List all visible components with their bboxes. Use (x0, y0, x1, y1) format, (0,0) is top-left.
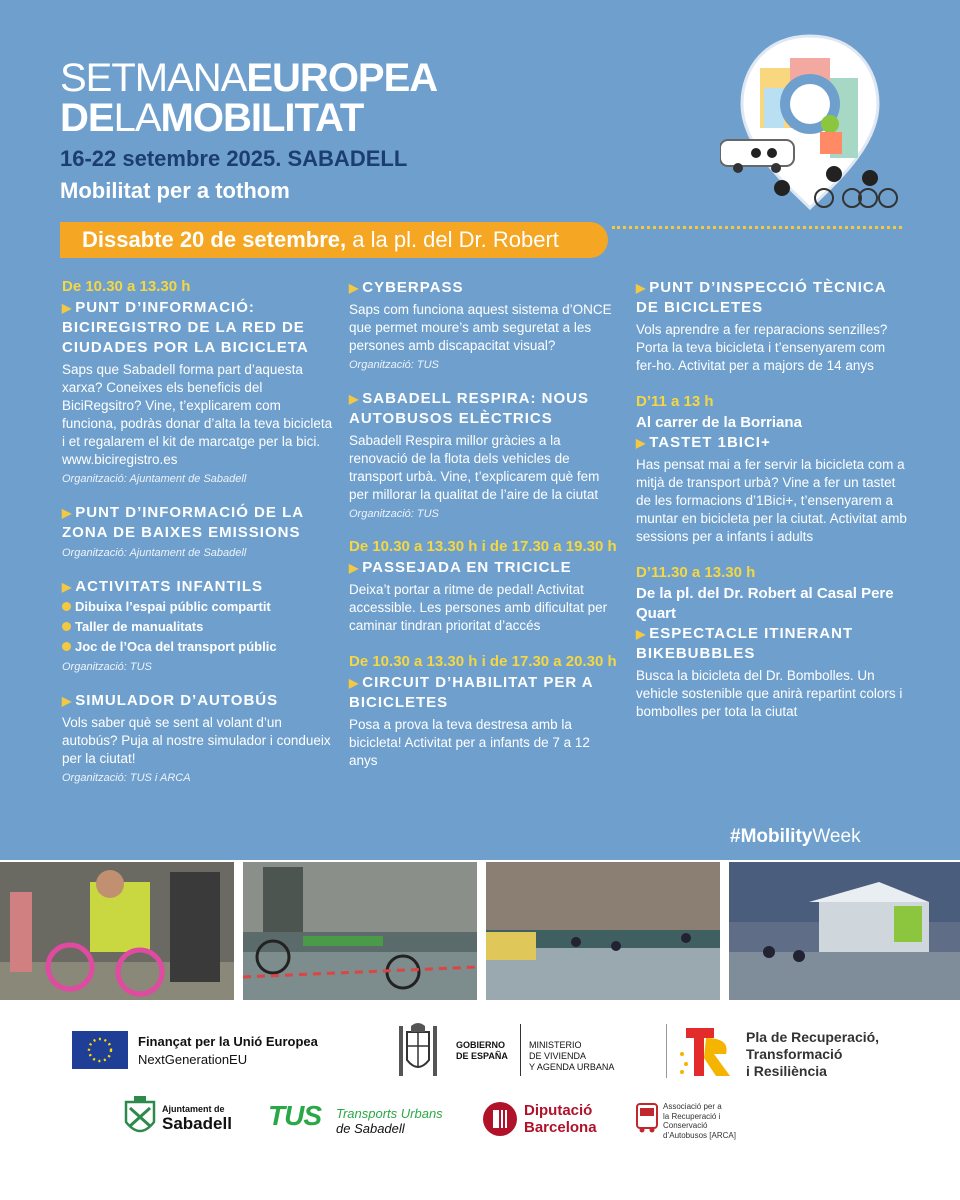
activity-location: De la pl. del Dr. Robert al Casal Pere Quart (636, 585, 894, 622)
activity-title-text: ACTIVITATS INFANTILS (75, 578, 264, 595)
hashtag (730, 826, 861, 848)
activity-bikebubbles (636, 564, 908, 721)
time-slot: D’11 a 13 h (636, 393, 714, 410)
list-item-text: Taller de manualitats (75, 619, 204, 634)
title-mobilitat: MOBILITAT (160, 96, 364, 140)
title-de: DE (60, 96, 114, 140)
diputacio-line-1: Diputació (524, 1102, 593, 1119)
triangle-icon: ▶ (636, 281, 646, 295)
banner-date: Dissabte 20 de setembre, (82, 227, 347, 252)
activity-title (636, 278, 908, 318)
prtr-line-1: Pla de Recuperació, (746, 1029, 880, 1045)
photo-strip (0, 862, 960, 1000)
photo-square-crowd (486, 862, 720, 1000)
title-line-1 (60, 58, 437, 98)
activity-title-text: CIRCUIT D’HABILITAT PER A BICICLETES (349, 674, 594, 711)
sabadell-line-1: Ajuntament de (162, 1104, 225, 1114)
activity-title (62, 577, 334, 597)
prtr-line-2: Transformació (746, 1046, 843, 1062)
eu-line-1: Finançat per la Unió Europea (138, 1034, 318, 1049)
activity-organizer: Organització: TUS (349, 508, 439, 520)
list-item (62, 637, 334, 657)
event-motto: Mobilitat per a tothom (60, 178, 290, 203)
activity-description: Saps com funciona aquest sistema d’ONCE que permet moure’s amb seguretat a les persones amb discapacitat visual? (349, 302, 612, 353)
activity-simulador (62, 691, 334, 784)
arca-line-2: la Recuperació i (663, 1111, 721, 1121)
title-setmana: SETMANA (60, 56, 247, 100)
activity-organizer: Organització: TUS (349, 359, 439, 371)
ministerio-line-2: DE VIVIENDA (529, 1051, 587, 1061)
spain-coat-of-arms (393, 1022, 443, 1085)
arca-text (663, 1102, 736, 1140)
tus-line-1: Transports Urbans (336, 1106, 443, 1121)
title-line-2 (60, 98, 363, 138)
prtr-line-3: i Resiliència (746, 1063, 827, 1079)
list-item-text: Dibuixa l’espai públic compartit (75, 599, 271, 614)
activity-title-text: TASTET 1BICI+ (649, 434, 771, 451)
tus-text (336, 1106, 443, 1136)
activity-sabadell-respira (349, 389, 621, 520)
photo-info-tents (729, 862, 960, 1000)
gobierno-text (456, 1040, 508, 1062)
eu-text (138, 1034, 318, 1067)
arca-logo (635, 1102, 659, 1139)
sabadell-logo (122, 1096, 158, 1145)
activity-title (349, 673, 621, 713)
bullet-icon (62, 642, 71, 651)
eu-line-2: NextGenerationEU (138, 1052, 248, 1067)
time-slot: De 10.30 a 13.30 h i de 17.30 a 19.30 h (349, 538, 617, 555)
activity-title-text: ESPECTACLE ITINERANT BIKEBUBBLES (636, 625, 854, 662)
program-column-1 (62, 278, 334, 802)
program-column-2 (349, 278, 621, 788)
diputacio-text (524, 1102, 597, 1136)
dotted-divider (612, 226, 902, 231)
activity-title (636, 433, 908, 453)
triangle-icon: ▶ (349, 392, 359, 406)
tus-mark: TUS (268, 1100, 321, 1131)
activity-infantils (62, 577, 334, 673)
title-la: LA (113, 96, 161, 140)
activity-title-text: PUNT D’INFORMACIÓ DE LA ZONA DE BAIXES EMISSIONS (62, 504, 304, 541)
prtr-divider (666, 1024, 667, 1078)
activity-biciregistro (62, 278, 334, 485)
activity-organizer: Organització: Ajuntament de Sabadell (62, 473, 247, 485)
activity-title (349, 389, 621, 429)
activity-title (349, 558, 621, 578)
photo-bike-circuit (243, 862, 477, 1000)
hashtag-bold: #Mobility (730, 826, 813, 847)
triangle-icon: ▶ (349, 561, 359, 575)
time-slot: De 10.30 a 13.30 h (62, 278, 191, 295)
triangle-icon: ▶ (62, 694, 72, 708)
activity-description: Sabadell Respira millor gràcies a la renovació de la flota dels vehicles de transport urbà. Vine, t’explicarem què fem per millorar la qualitat de l’aire de la ciutat (349, 433, 600, 502)
activity-organizer: Organització: TUS (62, 661, 152, 673)
activity-tricicle (349, 538, 621, 635)
list-item (62, 597, 334, 617)
triangle-icon: ▶ (636, 627, 646, 641)
list-item-text: Joc de l’Oca del transport públic (75, 639, 277, 654)
activity-title-text: PUNT D’INSPECCIÓ TÈCNICA DE BICICLETES (636, 279, 887, 316)
sabadell-shield-icon (122, 1096, 158, 1140)
event-dates: 16-22 setembre 2025. SABADELL (60, 146, 408, 171)
activity-description: Saps que Sabadell forma part d’aquesta xarxa? Coneixes els beneficis del BiciRegsitro? Vine, t’explicarem com funciona, podràs donar d’alta la teva bicicleta i et regalarem el kit de marcatge per la bici. www.biciregistro.es (62, 362, 333, 467)
activity-baixes-emissions (62, 503, 334, 559)
hashtag-thin: Week (812, 826, 861, 847)
triangle-icon: ▶ (62, 506, 72, 520)
activity-title-text: SABADELL RESPIRA: NOUS AUTOBUSOS ELÈCTRICS (349, 390, 589, 427)
location-pin-illustration (720, 28, 900, 213)
activity-title (62, 691, 334, 711)
activity-description: Busca la bicicleta del Dr. Bombolles. Un vehicle sostenible que anirà repartint colors i bombolles per tota la ciutat (636, 668, 903, 719)
arca-line-1: Associació per a (663, 1102, 722, 1111)
eu-logo (72, 1031, 128, 1074)
gobierno-line-1: GOBIERNO (456, 1040, 506, 1050)
activity-title-text: PUNT D’INFORMACIÓ: BICIREGISTRO DE LA RED DE CIUDADES POR LA BICICLETA (62, 299, 309, 356)
activity-inspeccio (636, 278, 908, 375)
tus-line-2: de Sabadell (336, 1121, 405, 1136)
activity-title-text: SIMULADOR D’AUTOBÚS (75, 692, 279, 709)
bus-icon (635, 1102, 659, 1134)
triangle-icon: ▶ (349, 281, 359, 295)
activity-description: Has pensat mai a fer servir la bicicleta com a mitjà de transport urbà? Vine a fer un tastet de les formacions d’1Bici+, t’ensenyarem a muntar en bicicleta per la ciutat. Activitat amb sessions per a infants i adults (636, 457, 907, 544)
eu-flag-icon (72, 1031, 128, 1069)
activity-organizer: Organització: TUS i ARCA (62, 772, 191, 784)
ministerio-line-3: Y AGENDA URBANA (529, 1062, 615, 1072)
logo-divider (520, 1024, 521, 1076)
activity-description: Vols saber què se sent al volant d’un autobús? Puja al nostre simulador i condueix per la ciutat! (62, 715, 331, 766)
sabadell-line-2: Sabadell (162, 1114, 232, 1133)
title-europea: EUROPEA (246, 56, 438, 100)
diputacio-emblem-icon (482, 1101, 518, 1137)
activity-description: Deixa’t portar a ritme de pedal! Activitat accessible. Les persones amb dificultat per caminar tindran prioritat d’accés (349, 582, 608, 633)
sabadell-text (162, 1104, 232, 1134)
photo-bike-repair (0, 862, 234, 1000)
activity-cyberpass (349, 278, 621, 371)
activity-description: Posa a prova la teva destresa amb la bicicleta! Activitat per a infants de 7 a 12 anys (349, 717, 590, 768)
activity-location: Al carrer de la Borriana (636, 414, 802, 431)
time-slot: De 10.30 a 13.30 h i de 17.30 a 20.30 h (349, 653, 617, 670)
coat-of-arms-icon (393, 1022, 443, 1080)
activity-description: Vols aprendre a fer reparacions senzilles? Porta la teva bicicleta i t’ensenyarem com fer-ho. Activitat per a majors de 14 anys (636, 322, 888, 373)
triangle-icon: ▶ (62, 580, 72, 594)
diputacio-logo (482, 1101, 518, 1142)
activity-circuit (349, 653, 621, 770)
triangle-icon: ▶ (349, 676, 359, 690)
bullet-icon (62, 602, 71, 611)
program-column-3 (636, 278, 908, 739)
activity-tastet (636, 393, 908, 546)
triangle-icon: ▶ (62, 301, 72, 315)
gobierno-line-2: DE ESPAÑA (456, 1051, 508, 1061)
date-banner (60, 222, 608, 258)
triangle-icon: ▶ (636, 436, 646, 450)
activity-title-text: PASSEJADA EN TRICICLE (362, 559, 572, 576)
activity-title (62, 503, 334, 543)
prtr-text (746, 1029, 879, 1080)
prtr-logo (676, 1024, 736, 1083)
bullet-icon (62, 622, 71, 631)
activity-title (349, 278, 621, 298)
list-item (62, 617, 334, 637)
diputacio-line-2: Barcelona (524, 1119, 597, 1136)
prtr-emblem-icon (676, 1024, 736, 1078)
activity-title-text: CYBERPASS (362, 279, 464, 296)
arca-line-4: d’Autobusos [ARCA] (663, 1130, 736, 1140)
ministerio-text (529, 1040, 614, 1073)
activity-title (62, 298, 334, 358)
activity-title (636, 624, 908, 664)
banner-location: a la pl. del Dr. Robert (346, 227, 559, 252)
ministerio-line-1: MINISTERIO (529, 1040, 582, 1050)
activity-organizer: Organització: Ajuntament de Sabadell (62, 547, 247, 559)
arca-line-3: Conservació (663, 1121, 708, 1130)
time-slot: D’11.30 a 13.30 h (636, 564, 756, 581)
